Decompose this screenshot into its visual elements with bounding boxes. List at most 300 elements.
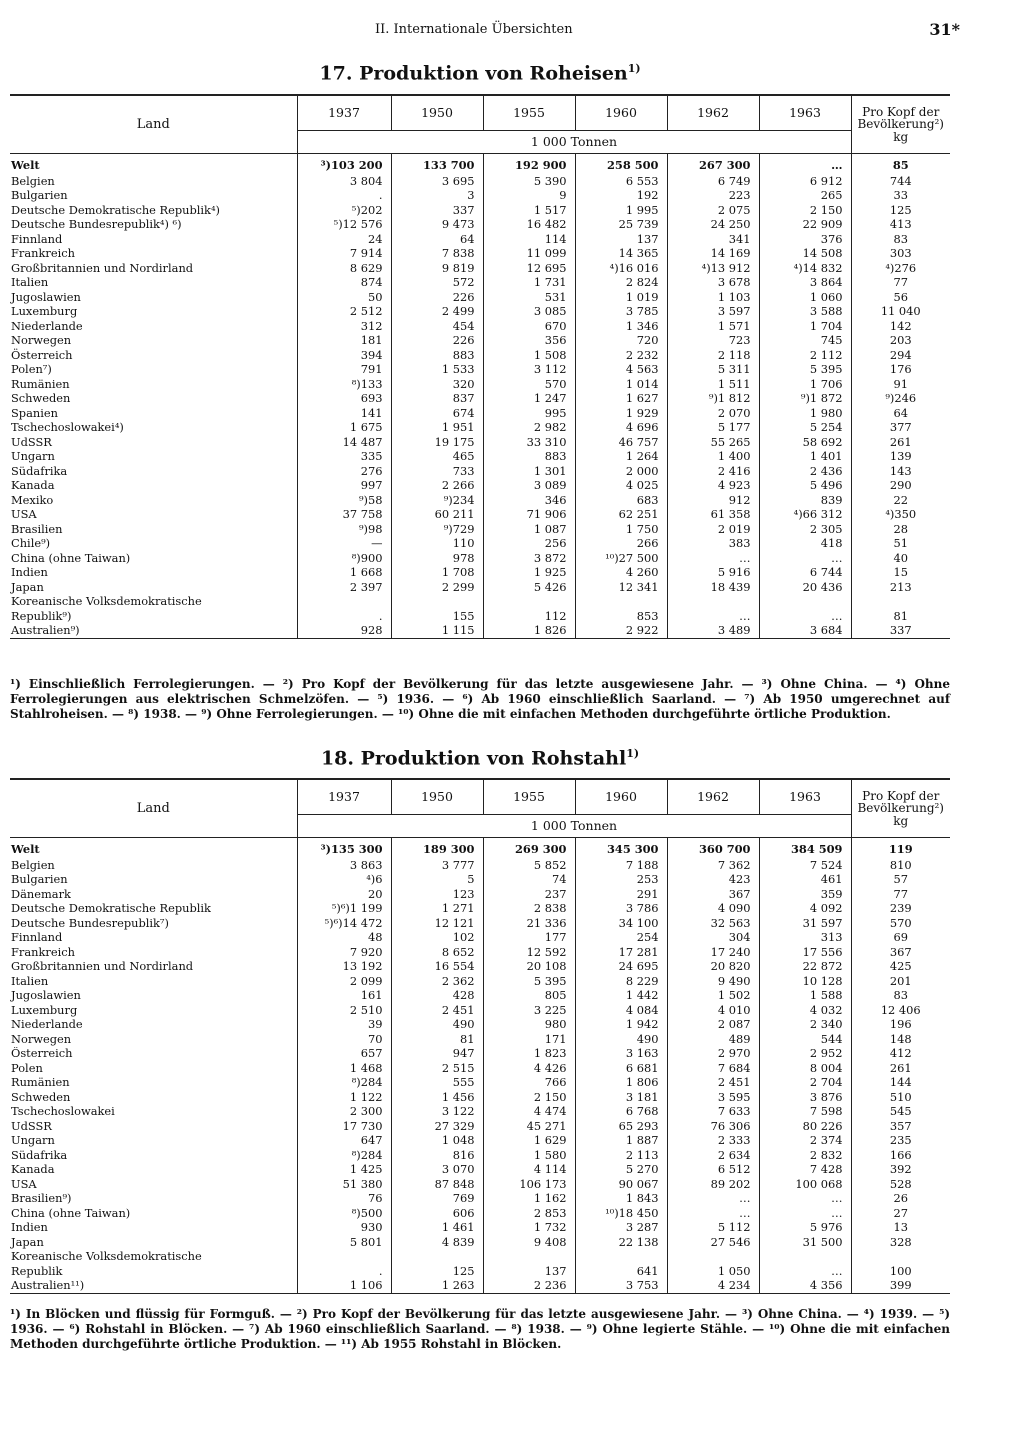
value-cell: 5 426 [483, 580, 575, 595]
value-cell: ⁵)202 [297, 203, 391, 218]
table-row [10, 609, 950, 624]
value-cell: 3 678 [667, 276, 759, 291]
value-cell: 81 [391, 1032, 483, 1047]
column-header-land: Land [10, 779, 297, 838]
value-cell: 258 500 [575, 154, 667, 175]
table-row [10, 1061, 950, 1076]
value-cell: 3 112 [483, 363, 575, 378]
country-cell: Rumänien [11, 377, 70, 391]
value-cell: 37 758 [297, 508, 391, 523]
table-row [10, 154, 950, 175]
value-cell: 2 300 [297, 1105, 391, 1120]
value-cell: 1 750 [575, 522, 667, 537]
value-cell: 16 482 [483, 218, 575, 233]
country-cell: Italien [11, 974, 49, 988]
value-cell: 5 852 [483, 858, 575, 873]
table-row [10, 1018, 950, 1033]
value-cell: 1 843 [575, 1192, 667, 1207]
value-cell: 9 819 [391, 261, 483, 276]
value-cell: 1 925 [483, 566, 575, 581]
column-header-year: 1950 [391, 95, 483, 131]
per-capita-cell: 40 [851, 551, 950, 566]
value-cell: 25 739 [575, 218, 667, 233]
per-capita-cell: 328 [851, 1235, 950, 1250]
per-capita-cell: 413 [851, 218, 950, 233]
table-row [10, 1221, 950, 1236]
value-cell: 269 300 [483, 838, 575, 859]
value-cell: 1 708 [391, 566, 483, 581]
per-capita-cell: 139 [851, 450, 950, 465]
value-cell: ⁵)⁶)1 199 [297, 902, 391, 917]
value-cell: 1 346 [575, 319, 667, 334]
table-row [10, 435, 950, 450]
value-cell: 947 [391, 1047, 483, 1062]
table-row [10, 1177, 950, 1192]
value-cell: 766 [483, 1076, 575, 1091]
value-cell: 733 [391, 464, 483, 479]
value-cell: 839 [759, 493, 851, 508]
per-capita-cell: ⁹)246 [851, 392, 950, 407]
value-cell: 64 [391, 232, 483, 247]
value-cell: 254 [575, 931, 667, 946]
value-cell: ⁹)234 [391, 493, 483, 508]
value-cell: 16 554 [391, 960, 483, 975]
value-cell: 2 099 [297, 974, 391, 989]
value-cell: 1 468 [297, 1061, 391, 1076]
value-cell: 1 675 [297, 421, 391, 436]
value-cell [667, 1250, 759, 1265]
value-cell: 805 [483, 989, 575, 1004]
value-cell: 1 019 [575, 290, 667, 305]
table-row [10, 189, 950, 204]
value-cell: 2 087 [667, 1018, 759, 1033]
value-cell: 5 311 [667, 363, 759, 378]
value-cell: 3 122 [391, 1105, 483, 1120]
table-row [10, 960, 950, 975]
value-cell: 22 909 [759, 218, 851, 233]
value-cell: 1 731 [483, 276, 575, 291]
table-row [10, 858, 950, 873]
value-cell: 335 [297, 450, 391, 465]
country-cell: Indien [11, 1220, 48, 1235]
value-cell: 10 128 [759, 974, 851, 989]
value-cell: 874 [297, 276, 391, 291]
value-cell: 7 428 [759, 1163, 851, 1178]
table-row [10, 1235, 950, 1250]
value-cell: 106 173 [483, 1177, 575, 1192]
value-cell: 3 163 [575, 1047, 667, 1062]
value-cell: 4 025 [575, 479, 667, 494]
value-cell: 24 [297, 232, 391, 247]
country-cell: Niederlande [11, 319, 83, 333]
country-cell: Tschechoslowakei [11, 1104, 115, 1119]
value-cell: 2 150 [483, 1090, 575, 1105]
per-capita-cell: 377 [851, 421, 950, 436]
table-17-footnotes: ¹) Einschließlich Ferrolegierungen. — ²) Pro Kopf der Bevölkerung für das letzte ausgewiesene Jahr. — ³) Ohne China. — ⁴) Ohne Ferrolegierungen aus elektrischen Schmelzöfen. — ⁵) 1936. — ⁶) Ab 1960 einschließlich Saarland. — ⁷) Ab 1950 umgerechnet auf Stahlroheisen. — ⁸) 1938. — ⁹) Ohne Ferrolegierungen. — ¹⁰) Ohne die mit einfachen Methoden durchgeführte örtliche Produktion. [10, 677, 950, 721]
country-cell: China (ohne Taiwan) [11, 1206, 131, 1220]
country-cell: Schweden [11, 391, 71, 406]
value-cell: 1 580 [483, 1148, 575, 1163]
value-cell: 454 [391, 319, 483, 334]
value-cell: 20 436 [759, 580, 851, 595]
value-cell: 1 629 [483, 1134, 575, 1149]
table-row [10, 838, 950, 859]
value-cell: ¹⁰)27 500 [575, 551, 667, 566]
value-cell: 5 395 [759, 363, 851, 378]
value-cell: 55 265 [667, 435, 759, 450]
table-row [10, 392, 950, 407]
value-cell [391, 595, 483, 610]
value-cell: 745 [759, 334, 851, 349]
value-cell: 3 872 [483, 551, 575, 566]
value-cell: 2 838 [483, 902, 575, 917]
country-cell: Brasilien [11, 522, 63, 536]
country-cell: Großbritannien und Nordirland [11, 959, 194, 974]
value-cell: 2 451 [391, 1003, 483, 1018]
per-capita-cell: 51 [851, 537, 950, 552]
per-capita-cell: 235 [851, 1134, 950, 1149]
value-cell: 3 777 [391, 858, 483, 873]
table-row [10, 522, 950, 537]
per-capita-cell: 77 [851, 276, 950, 291]
value-cell: ⁴)6 [297, 873, 391, 888]
value-cell: 18 439 [667, 580, 759, 595]
value-cell: 8 652 [391, 945, 483, 960]
table-17-title [10, 62, 950, 84]
country-cell: Koreanische Volksdemokratische [11, 594, 202, 609]
value-cell: ¹⁰)18 450 [575, 1206, 667, 1221]
value-cell: 337 [391, 203, 483, 218]
value-cell: 2 070 [667, 406, 759, 421]
table-row [10, 377, 950, 392]
table-row [10, 873, 950, 888]
table-row [10, 247, 950, 262]
value-cell: 3 864 [759, 276, 851, 291]
per-capita-cell: ⁴)350 [851, 508, 950, 523]
value-cell: 20 [297, 887, 391, 902]
country-cell: UdSSR [11, 435, 52, 449]
value-cell: 647 [297, 1134, 391, 1149]
column-header-year: 1963 [759, 779, 851, 815]
value-cell: 2 982 [483, 421, 575, 436]
country-cell: Tschechoslowakei⁴) [11, 420, 124, 435]
country-cell: Jugoslawien [11, 290, 81, 304]
per-capita-cell: 412 [851, 1047, 950, 1062]
value-cell: 3 597 [667, 305, 759, 320]
country-cell: Kanada [11, 478, 55, 493]
value-cell: 4 032 [759, 1003, 851, 1018]
per-capita-cell: 100 [851, 1264, 950, 1279]
value-cell: 3 684 [759, 624, 851, 639]
value-cell: 181 [297, 334, 391, 349]
column-header-year: 1960 [575, 779, 667, 815]
per-capita-cell: 12 406 [851, 1003, 950, 1018]
country-cell: Deutsche Demokratische Republik⁴) [11, 203, 220, 217]
value-cell: 7 914 [297, 247, 391, 262]
value-cell: 1 087 [483, 522, 575, 537]
table-17-title-text: 17. Produktion von Roheisen [319, 62, 628, 85]
value-cell: 17 240 [667, 945, 759, 960]
per-capita-cell: 81 [851, 609, 950, 624]
value-cell: 192 900 [483, 154, 575, 175]
table-row [10, 1134, 950, 1149]
table-row [10, 1192, 950, 1207]
value-cell: 2 416 [667, 464, 759, 479]
per-capita-cell: 22 [851, 493, 950, 508]
table-row [10, 1119, 950, 1134]
value-cell [575, 595, 667, 610]
value-cell: 161 [297, 989, 391, 1004]
value-cell: 1 115 [391, 624, 483, 639]
value-cell: … [667, 1192, 759, 1207]
value-cell: 853 [575, 609, 667, 624]
table-row [10, 1279, 950, 1294]
value-cell: 3 785 [575, 305, 667, 320]
value-cell: 22 872 [759, 960, 851, 975]
value-cell: 123 [391, 887, 483, 902]
value-cell [391, 1250, 483, 1265]
value-cell: 4 010 [667, 1003, 759, 1018]
value-cell: 3 863 [297, 858, 391, 873]
value-cell: 912 [667, 493, 759, 508]
value-cell: 341 [667, 232, 759, 247]
value-cell: 58 692 [759, 435, 851, 450]
value-cell: 816 [391, 1148, 483, 1163]
value-cell: 3 876 [759, 1090, 851, 1105]
country-cell: UdSSR [11, 1119, 52, 1133]
value-cell: 683 [575, 493, 667, 508]
value-cell: 978 [391, 551, 483, 566]
value-cell: 1 060 [759, 290, 851, 305]
value-cell: 376 [759, 232, 851, 247]
value-cell: 720 [575, 334, 667, 349]
table-row [10, 334, 950, 349]
value-cell: 641 [575, 1264, 667, 1279]
per-capita-cell: 201 [851, 974, 950, 989]
country-cell: Schweden [11, 1090, 71, 1104]
value-cell: ⁸)284 [297, 1076, 391, 1091]
value-cell: 2 000 [575, 464, 667, 479]
per-capita-cell: 13 [851, 1221, 950, 1236]
value-cell: 6 553 [575, 174, 667, 189]
value-cell: 3 089 [483, 479, 575, 494]
per-capita-cell: 142 [851, 319, 950, 334]
value-cell: 1 980 [759, 406, 851, 421]
value-cell: 2 236 [483, 1279, 575, 1294]
table-row [10, 261, 950, 276]
value-cell: 418 [759, 537, 851, 552]
value-cell: 4 839 [391, 1235, 483, 1250]
value-cell: 192 [575, 189, 667, 204]
value-cell [483, 1250, 575, 1265]
per-capita-cell: 239 [851, 902, 950, 917]
per-capita-cell: 91 [851, 377, 950, 392]
value-cell: 359 [759, 887, 851, 902]
country-cell: Finnland [11, 930, 63, 945]
value-cell: 1 517 [483, 203, 575, 218]
value-cell: ⁵)12 576 [297, 218, 391, 233]
value-cell: … [667, 609, 759, 624]
value-cell: 7 838 [391, 247, 483, 262]
country-cell: Finnland [11, 232, 63, 246]
value-cell: 266 [575, 537, 667, 552]
table-row [10, 551, 950, 566]
value-cell: 1 826 [483, 624, 575, 639]
value-cell: 6 912 [759, 174, 851, 189]
value-cell: 2 340 [759, 1018, 851, 1033]
table-row [10, 1047, 950, 1062]
per-capita-cell: 570 [851, 916, 950, 931]
per-capita-cell: 357 [851, 1119, 950, 1134]
table-row [10, 479, 950, 494]
column-header-unit: 1 000 Tonnen [297, 815, 851, 838]
country-cell: USA [11, 507, 37, 522]
value-cell: 3 085 [483, 305, 575, 320]
value-cell: 9 490 [667, 974, 759, 989]
country-cell: Belgien [11, 174, 55, 188]
value-cell: ³)103 200 [297, 154, 391, 175]
column-header-year: 1950 [391, 779, 483, 815]
per-capita-cell: 392 [851, 1163, 950, 1178]
value-cell: 2 075 [667, 203, 759, 218]
country-cell: Deutsche Demokratische Republik [11, 901, 211, 916]
value-cell: 14 365 [575, 247, 667, 262]
value-cell: 4 356 [759, 1279, 851, 1294]
value-cell: 2 515 [391, 1061, 483, 1076]
per-capita-cell: 510 [851, 1090, 950, 1105]
per-capita-cell: 119 [851, 838, 950, 859]
value-cell: 20 108 [483, 960, 575, 975]
value-cell: 133 700 [391, 154, 483, 175]
value-cell: 312 [297, 319, 391, 334]
value-cell: 4 234 [667, 1279, 759, 1294]
column-header-year: 1962 [667, 95, 759, 131]
value-cell: ⁹)729 [391, 522, 483, 537]
value-cell: 50 [297, 290, 391, 305]
value-cell: 346 [483, 493, 575, 508]
value-cell: 2 510 [297, 1003, 391, 1018]
per-capita-cell: 15 [851, 566, 950, 581]
per-capita-cell: 125 [851, 203, 950, 218]
country-cell: Südafrika [11, 464, 68, 478]
value-cell: 7 684 [667, 1061, 759, 1076]
value-cell: 360 700 [667, 838, 759, 859]
country-cell: China (ohne Taiwan) [11, 551, 131, 565]
value-cell: 2 397 [297, 580, 391, 595]
value-cell: 1 400 [667, 450, 759, 465]
value-cell: 304 [667, 931, 759, 946]
table-row [10, 1003, 950, 1018]
per-capita-cell: 56 [851, 290, 950, 305]
value-cell: 1 508 [483, 348, 575, 363]
country-cell: Luxemburg [11, 304, 78, 319]
table-18-grid [10, 778, 950, 1294]
value-cell: 4 923 [667, 479, 759, 494]
value-cell: ⁸)284 [297, 1148, 391, 1163]
value-cell: 1 271 [391, 902, 483, 917]
value-cell: 267 300 [667, 154, 759, 175]
value-cell: ⁸)133 [297, 377, 391, 392]
column-header-year: 1937 [297, 95, 391, 131]
table-row [10, 916, 950, 931]
value-cell: 3 595 [667, 1090, 759, 1105]
table-17-grid [10, 94, 950, 639]
table-row [10, 945, 950, 960]
table-row [10, 1250, 950, 1265]
value-cell: 555 [391, 1076, 483, 1091]
per-capita-cell: 166 [851, 1148, 950, 1163]
value-cell: 60 211 [391, 508, 483, 523]
value-cell: 1 048 [391, 1134, 483, 1149]
country-cell: Norwegen [11, 333, 72, 348]
per-capita-cell: 83 [851, 989, 950, 1004]
value-cell: 9 [483, 189, 575, 204]
value-cell: 4 426 [483, 1061, 575, 1076]
per-capita-cell: 744 [851, 174, 950, 189]
table-18-title [10, 747, 950, 769]
value-cell: 313 [759, 931, 851, 946]
value-cell: 6 749 [667, 174, 759, 189]
value-cell [483, 595, 575, 610]
per-capita-cell: 77 [851, 887, 950, 902]
per-capita-cell: 203 [851, 334, 950, 349]
value-cell: 65 293 [575, 1119, 667, 1134]
value-cell: 3 225 [483, 1003, 575, 1018]
value-cell: 4 260 [575, 566, 667, 581]
value-cell: 34 100 [575, 916, 667, 931]
column-header-year: 1937 [297, 779, 391, 815]
value-cell: 383 [667, 537, 759, 552]
value-cell: 4 090 [667, 902, 759, 917]
value-cell: 7 633 [667, 1105, 759, 1120]
country-cell: Brasilien⁹) [11, 1191, 72, 1206]
table-row [10, 1148, 950, 1163]
country-cell: Frankreich [11, 246, 75, 261]
value-cell: 3 695 [391, 174, 483, 189]
value-cell: — [297, 537, 391, 552]
country-cell: Indien [11, 565, 48, 580]
value-cell: … [667, 1206, 759, 1221]
country-cell: Frankreich [11, 945, 75, 959]
country-cell: Spanien [11, 406, 58, 420]
country-cell: Japan [11, 580, 44, 594]
value-cell: 384 509 [759, 838, 851, 859]
value-cell [297, 595, 391, 610]
value-cell: 76 [297, 1192, 391, 1207]
value-cell: 723 [667, 334, 759, 349]
value-cell: 89 202 [667, 1177, 759, 1192]
value-cell: 490 [575, 1032, 667, 1047]
table-row [10, 174, 950, 189]
per-capita-cell: 26 [851, 1192, 950, 1207]
value-cell: 76 306 [667, 1119, 759, 1134]
value-cell: ⁹)98 [297, 522, 391, 537]
value-cell: 461 [759, 873, 851, 888]
country-cell: Niederlande [11, 1017, 83, 1032]
data-table [10, 778, 950, 1294]
column-header-land: Land [10, 95, 297, 154]
value-cell: 87 848 [391, 1177, 483, 1192]
value-cell: 2 118 [667, 348, 759, 363]
value-cell: 4 474 [483, 1105, 575, 1120]
value-cell: 5 [391, 873, 483, 888]
table-row [10, 887, 950, 902]
value-cell: ⁹)58 [297, 493, 391, 508]
value-cell: ⁴)16 016 [575, 261, 667, 276]
value-cell: 4 563 [575, 363, 667, 378]
value-cell: 1 588 [759, 989, 851, 1004]
value-cell: 1 823 [483, 1047, 575, 1062]
